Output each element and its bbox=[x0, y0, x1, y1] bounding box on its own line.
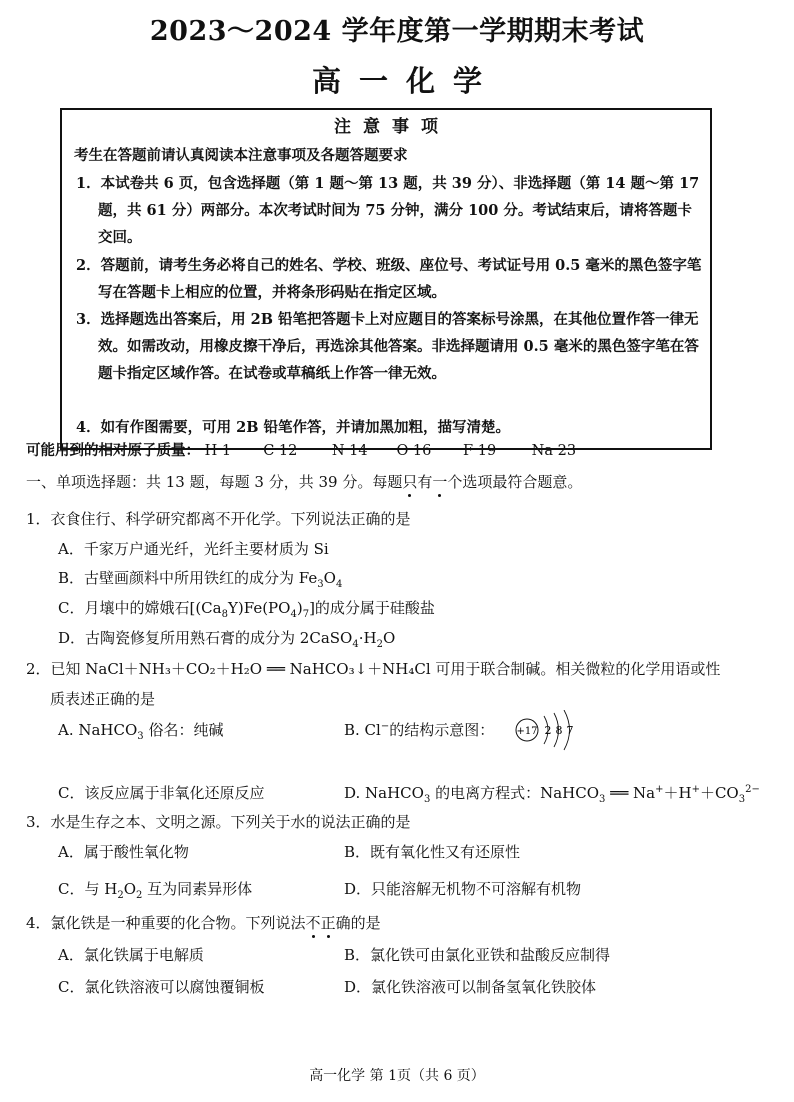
q2d-sub: 3 bbox=[423, 794, 431, 805]
atomic-masses bbox=[26, 441, 576, 461]
atomic-mass-o: O 16 bbox=[396, 443, 432, 459]
notice-box bbox=[60, 108, 712, 450]
q1d-end: O bbox=[382, 629, 396, 647]
atomic-mass-n: N 14 bbox=[331, 443, 368, 459]
q1d-sub2: 2 bbox=[376, 639, 383, 650]
section-emphasis-only: 只 bbox=[402, 473, 418, 491]
section-text-post: 个选项最符合题意。 bbox=[447, 473, 583, 491]
q3c-sub2: 2 bbox=[136, 890, 143, 901]
q2a-pre: A. NaHCO bbox=[58, 721, 138, 739]
q2b-post: 的结构示意图： bbox=[389, 721, 495, 739]
q2d-pre: D. NaHCO bbox=[344, 784, 424, 802]
q2a-sub: 3 bbox=[137, 731, 144, 742]
question-2-option-c: C．该反应属于非氧化还原反应 bbox=[58, 784, 265, 802]
section-text-pre: 一、单项选择题：共 13 题，每题 3 分，共 39 分。每题 bbox=[26, 473, 403, 491]
q2d-sub2: 3 bbox=[599, 794, 606, 805]
section-text-mid: 有 bbox=[417, 473, 433, 491]
atomic-masses-label: 可能用到的相对原子质量： bbox=[26, 443, 200, 459]
question-1-option-b bbox=[58, 568, 342, 588]
q3c-mid: O bbox=[123, 880, 137, 898]
q4-emphasis-correct: 正 bbox=[320, 914, 336, 932]
shell-2-electrons: 8 bbox=[555, 724, 563, 737]
question-1-option-c bbox=[58, 598, 435, 618]
question-2-stem-line-2: 质表述正确的是 bbox=[50, 690, 156, 708]
question-3-stem: 3．水是生存之本、文明之源。下列关于水的说法正确的是 bbox=[26, 813, 411, 831]
exam-subject: 高一化学 bbox=[311, 64, 500, 98]
question-4-option-c: C．氯化铁溶液可以腐蚀覆铜板 bbox=[58, 978, 265, 996]
q1d-sub: 4 bbox=[352, 639, 359, 650]
question-3-option-c bbox=[58, 879, 252, 899]
q1c-pre: C．月壤中的嫦娥石[(Ca bbox=[58, 599, 222, 617]
q1b-sub2: 4 bbox=[335, 579, 343, 590]
q2d-co: ＋CO bbox=[699, 784, 739, 802]
notice-intro: 考生在答题前请认真阅读本注意事项及各题答题要求 bbox=[74, 147, 408, 164]
q2d-sup1: + bbox=[655, 784, 664, 795]
atomic-mass-f: F 19 bbox=[463, 443, 497, 459]
question-3-option-a: A．属于酸性氧化物 bbox=[58, 843, 189, 861]
q3c-pre: C．与 H bbox=[58, 880, 118, 898]
q4-stem-post: 确的是 bbox=[335, 914, 381, 932]
q3c-post: 互为同素异形体 bbox=[142, 880, 253, 898]
exam-title: 2023～2024 学年度第一学期期末考试 bbox=[149, 16, 645, 47]
section-heading-1 bbox=[26, 472, 582, 492]
q3c-sub1: 2 bbox=[117, 890, 124, 901]
shell-1-electrons: 2 bbox=[544, 724, 552, 737]
notice-item-2: 2．答题前，请考生务必将自己的姓名、学校、班级、座位号、考试证号用 0.5 毫米的黑色签字笔写在答题卡上相应的位置，并将条形码贴在指定区域。 bbox=[76, 257, 702, 301]
question-1-option-a: A．千家万户通光纤，光纤主要材质为 Si bbox=[58, 540, 329, 558]
q1b-mid: O bbox=[323, 569, 336, 587]
atomic-mass-h: H 1 bbox=[204, 443, 232, 459]
q2a-post: 俗名：纯碱 bbox=[143, 721, 224, 739]
q1d-post: ·H bbox=[358, 629, 377, 647]
atomic-mass-na: Na 23 bbox=[531, 443, 577, 459]
q1b-text: B．古壁画颜料中所用铁红的成分为 Fe bbox=[58, 569, 318, 587]
q1c-mid2: ) bbox=[296, 599, 303, 617]
question-1-option-d bbox=[58, 628, 395, 648]
section-emphasis-one: 一 bbox=[432, 473, 448, 491]
question-3-option-b: B．既有氧化性又有还原性 bbox=[344, 843, 521, 861]
question-1-stem: 1．衣食住行、科学研究都离不开化学。下列说法正确的是 bbox=[26, 510, 411, 528]
question-2-option-d bbox=[344, 783, 760, 803]
chloride-ion-structure-diagram bbox=[514, 710, 584, 754]
q2d-sup2: + bbox=[691, 784, 700, 795]
q2b-pre: B. Cl bbox=[344, 721, 381, 739]
atomic-mass-c: C 12 bbox=[263, 443, 298, 459]
shell-3-electrons: 7 bbox=[566, 724, 574, 737]
question-2-stem-line-1: 2．已知 NaCl＋NH₃＋CO₂＋H₂O ══ NaHCO₃↓＋NH₄Cl 可用于联合制碱。相关微粒的化学用语或性 bbox=[26, 660, 721, 678]
q1c-post: ]的成分属于硅酸盐 bbox=[309, 599, 435, 617]
q2d-sub3: 3 bbox=[738, 794, 746, 805]
q2d-mid: 的电离方程式：NaHCO bbox=[430, 784, 600, 802]
question-2-option-a bbox=[58, 720, 223, 740]
q4-emphasis-not: 不 bbox=[305, 914, 321, 932]
question-4-stem bbox=[26, 913, 381, 933]
q4-stem-pre: 4．氯化铁是一种重要的化合物。下列说法 bbox=[26, 914, 306, 932]
q1d-pre: D．古陶瓷修复所用熟石膏的成分为 2CaSO bbox=[58, 629, 353, 647]
q1c-sub3: 7 bbox=[302, 609, 310, 620]
nucleus-charge: +17 bbox=[516, 726, 538, 737]
question-4-option-a: A．氯化铁属于电解质 bbox=[58, 946, 204, 964]
q1c-mid1: Y)Fe(PO bbox=[227, 599, 291, 617]
q1b-sub1: 3 bbox=[317, 579, 324, 590]
q2b-sup: − bbox=[380, 721, 390, 732]
q2d-h: ＋H bbox=[663, 784, 692, 802]
question-4-option-d: D．氯化铁溶液可以制备氢氧化铁胶体 bbox=[344, 978, 597, 996]
q2d-sup3: 2− bbox=[745, 784, 760, 795]
notice-title: 注意事项 bbox=[334, 117, 450, 137]
q2d-eq: ══ Na bbox=[605, 784, 656, 802]
notice-item-1: 1．本试卷共 6 页，包含选择题（第 1 题～第 13 题，共 39 分）、非选择题（第 14 题～第 17 题，共 61 分）两部分。本次考试时间为 75 分钟，满分 100 分。考试结束后，请将答题卡交回。 bbox=[76, 175, 700, 246]
q1c-sub1: 8 bbox=[221, 609, 228, 620]
page-footer: 高一化学 第 1页（共 6 页） bbox=[309, 1068, 485, 1084]
q1c-sub2: 4 bbox=[290, 609, 297, 620]
notice-item-4: 4．如有作图需要，可用 2B 铅笔作答，并请加黑加粗，描写清楚。 bbox=[76, 419, 511, 436]
question-3-option-d: D．只能溶解无机物不可溶解有机物 bbox=[344, 880, 582, 898]
question-2-option-b bbox=[344, 720, 494, 740]
notice-item-3: 3．选择题选出答案后，用 2B 铅笔把答题卡上对应题目的答案标号涂黑，在其他位置作答一律无效。如需改动，用橡皮擦干净后，再选涂其他答案。非选择题请用 0.5 毫米的黑色签字笔在答题卡指定区域作答。在试卷或草稿纸上作答一律无效。 bbox=[76, 311, 699, 382]
question-4-option-b: B．氯化铁可由氯化亚铁和盐酸反应制得 bbox=[344, 946, 611, 964]
